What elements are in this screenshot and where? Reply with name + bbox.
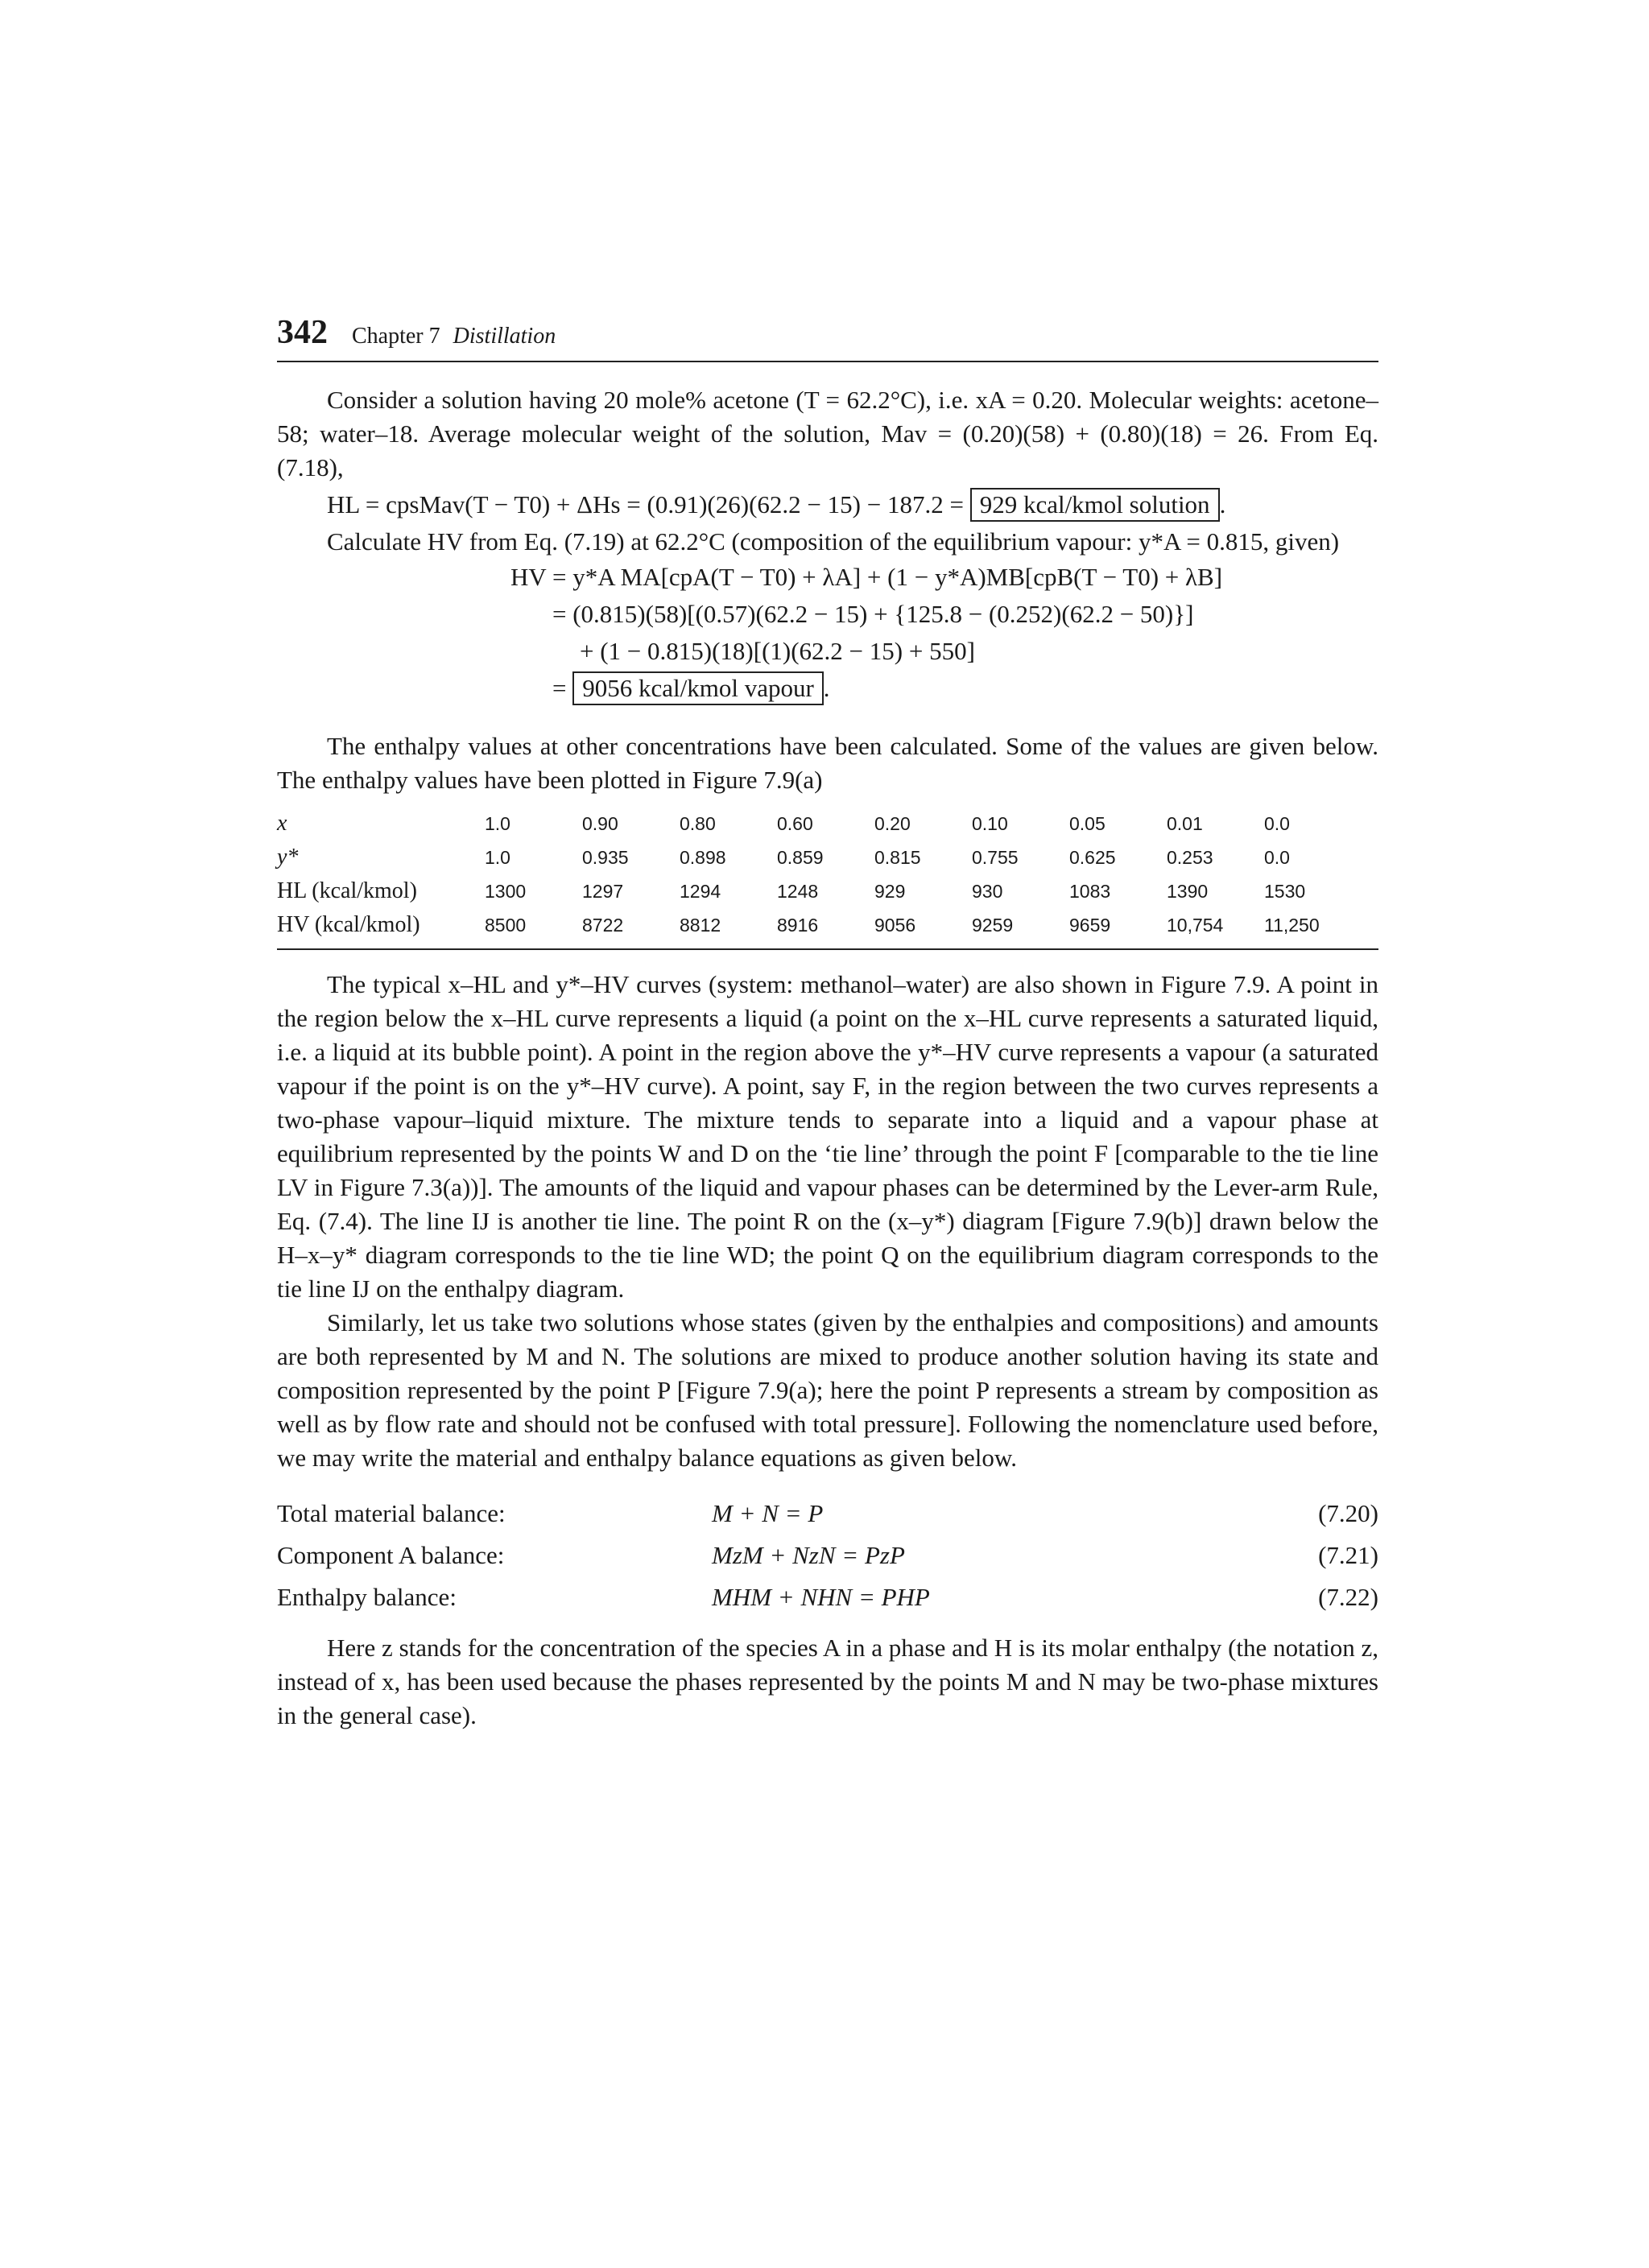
table-cell: 8722 <box>582 915 624 936</box>
table-cell: 0.625 <box>1069 847 1116 868</box>
table-cell: 0.80 <box>680 813 716 834</box>
balance-row <box>277 1535 1378 1576</box>
page-number: 342 <box>277 314 328 351</box>
table-cell: 8500 <box>485 915 527 936</box>
equation-hv-line-4 <box>510 670 1378 707</box>
table-cell: 9056 <box>874 915 916 936</box>
running-header <box>277 316 1378 362</box>
table-cell: 930 <box>972 881 1003 902</box>
enthalpy-table <box>277 807 1378 942</box>
table-cell: 0.898 <box>680 847 726 868</box>
table-row <box>277 807 1378 841</box>
equation-hv-equals: = <box>552 674 567 702</box>
balance-row <box>277 1493 1378 1535</box>
equation-hl-end: . <box>1219 490 1226 518</box>
table-cell: 10,754 <box>1167 915 1224 936</box>
balance-row <box>277 1576 1378 1618</box>
table-cell: 8812 <box>680 915 721 936</box>
balance-equation: M + N = P <box>712 1499 824 1527</box>
table-cell: 1248 <box>777 881 819 902</box>
final-paragraph: Here z stands for the concentration of the species A in a phase and H is its molar enthalpy (the notation z, instead of x, has been used because the phases represented by the points M and N may be two-phase mixtures in the general case). <box>277 1634 1378 1729</box>
page <box>277 316 1378 1733</box>
table-cell: 9659 <box>1069 915 1111 936</box>
table-cell: 1300 <box>485 881 527 902</box>
table-cell: 0.05 <box>1069 813 1106 834</box>
table-cell: 1083 <box>1069 881 1111 902</box>
mixing-paragraph: Similarly, let us take two solutions whose states (given by the enthalpies and compositions) and amounts are both represented by M and N. The solutions are mixed to produce another solution having its state and composition represented by the point P [Figure 7.9(a); here the point P represents a stream by composition as well as by flow rate and should not be confused with total pressure]. Following the nomenclature used before, we may write the material and enthalpy balance equations as given below. <box>277 1308 1378 1472</box>
table-cell: 11,250 <box>1264 915 1320 936</box>
row-label: HL (kcal/kmol) <box>277 878 417 903</box>
table-cell: 0.0 <box>1264 813 1290 834</box>
equation-hv-line-3: + (1 − 0.815)(18)[(1)(62.2 − 15) + 550] <box>580 637 975 665</box>
equation-number: (7.20) <box>1318 1499 1378 1527</box>
table-cell: 1.0 <box>485 813 510 834</box>
table-cell: 1294 <box>680 881 721 902</box>
balance-equation: MzM + NzN = PzP <box>712 1541 905 1569</box>
table-cell: 1390 <box>1167 881 1209 902</box>
balance-equation: MHM + NHN = PHP <box>712 1583 930 1611</box>
chapter-label: Chapter 7 <box>352 324 440 349</box>
balance-label: Total material balance: <box>277 1499 506 1527</box>
table-cell: 0.20 <box>874 813 911 834</box>
table-cell: 0.0 <box>1264 847 1290 868</box>
equation-hl-result-box: 929 kcal/kmol solution <box>970 488 1220 522</box>
equation-number: (7.21) <box>1318 1541 1378 1569</box>
row-label: HV (kcal/kmol) <box>277 912 420 937</box>
table-cell: 1530 <box>1264 881 1306 902</box>
curves-paragraph: The typical x–HL and y*–HV curves (system: methanol–water) are also shown in Figure 7.9. A point in the region below the x–HL curve represents a liquid (a point on the x–HL curve represents a saturated liquid, i.e. a liquid at its bubble point). A point in the region above the y*–HV curve represents a vapour (a saturated vapour if the point is on the y*–HV curve). A point, say F, in the region between the two curves represents a two-phase vapour–liquid mixture. The mixture tends to separate into a liquid and a vapour phase at equilibrium represented by the points W and D on the ‘tie line’ through the point F [comparable to the tie line LV in Figure 7.3(a))]. The amounts of the liquid and vapour phases can be determined by the Lever-arm Rule, Eq. (7.4). The line IJ is another tie line. The point R on the (x–y*) diagram [Figure 7.9(b)] drawn below the H–x–y* diagram corresponds to the tie line WD; the point Q on the equilibrium diagram corresponds to the tie line IJ on the enthalpy diagram. <box>277 970 1378 1303</box>
equation-hv-line-2: = (0.815)(58)[(0.57)(62.2 − 15) + {125.8 − (0.252)(62.2 − 50)}] <box>552 600 1194 628</box>
equation-hv-block <box>510 559 1378 707</box>
equation-hl <box>327 485 1378 525</box>
table-row <box>277 908 1378 942</box>
table-cell: 0.10 <box>972 813 1008 834</box>
equation-hl-lhs: HL = cpsMav(T − T0) + ΔHs = (0.91)(26)(62.2 − 15) − 187.2 = <box>327 490 964 518</box>
equation-hv-end: . <box>823 674 830 702</box>
table-row <box>277 841 1378 874</box>
equation-number: (7.22) <box>1318 1583 1378 1611</box>
equation-hv-line-1: HV = y*A MA[cpA(T − T0) + λA] + (1 − y*A)MB[cpB(T − T0) + λB] <box>510 563 1223 591</box>
table-cell: 1297 <box>582 881 624 902</box>
enthalpy-intro-paragraph: The enthalpy values at other concentrations have been calculated. Some of the values are given below. The enthalpy values have been plotted in Figure 7.9(a) <box>277 732 1378 794</box>
table-cell: 0.01 <box>1167 813 1203 834</box>
balance-label: Enthalpy balance: <box>277 1583 457 1611</box>
intro-paragraph: Consider a solution having 20 mole% acetone (T = 62.2°C), i.e. xA = 0.20. Molecular weights: acetone–58; water–18. Average molecular weight of the solution, Mav = (0.20)(58) + (0.80)(18) = 26. From Eq. (7.18), <box>277 386 1378 481</box>
table-cell: 0.815 <box>874 847 921 868</box>
table-cell: 0.755 <box>972 847 1019 868</box>
table-cell: 0.90 <box>582 813 618 834</box>
table-cell: 9259 <box>972 915 1014 936</box>
table-cell: 929 <box>874 881 906 902</box>
calc-hv-paragraph: Calculate HV from Eq. (7.19) at 62.2°C (composition of the equilibrium vapour: y*A = 0.815, given) <box>327 527 1340 556</box>
equation-hv-result-box: 9056 kcal/kmol vapour <box>572 671 824 705</box>
row-label: y* <box>277 845 299 870</box>
table-cell: 1.0 <box>485 847 510 868</box>
table-row <box>277 874 1378 908</box>
row-label: x <box>277 811 287 836</box>
table-cell: 0.60 <box>777 813 813 834</box>
table-cell: 8916 <box>777 915 819 936</box>
table-cell: 0.253 <box>1167 847 1213 868</box>
table-cell: 0.859 <box>777 847 824 868</box>
chapter-title: Distillation <box>453 324 556 349</box>
table-cell: 0.935 <box>582 847 629 868</box>
balance-label: Component A balance: <box>277 1541 505 1569</box>
balance-equations <box>277 1493 1378 1618</box>
